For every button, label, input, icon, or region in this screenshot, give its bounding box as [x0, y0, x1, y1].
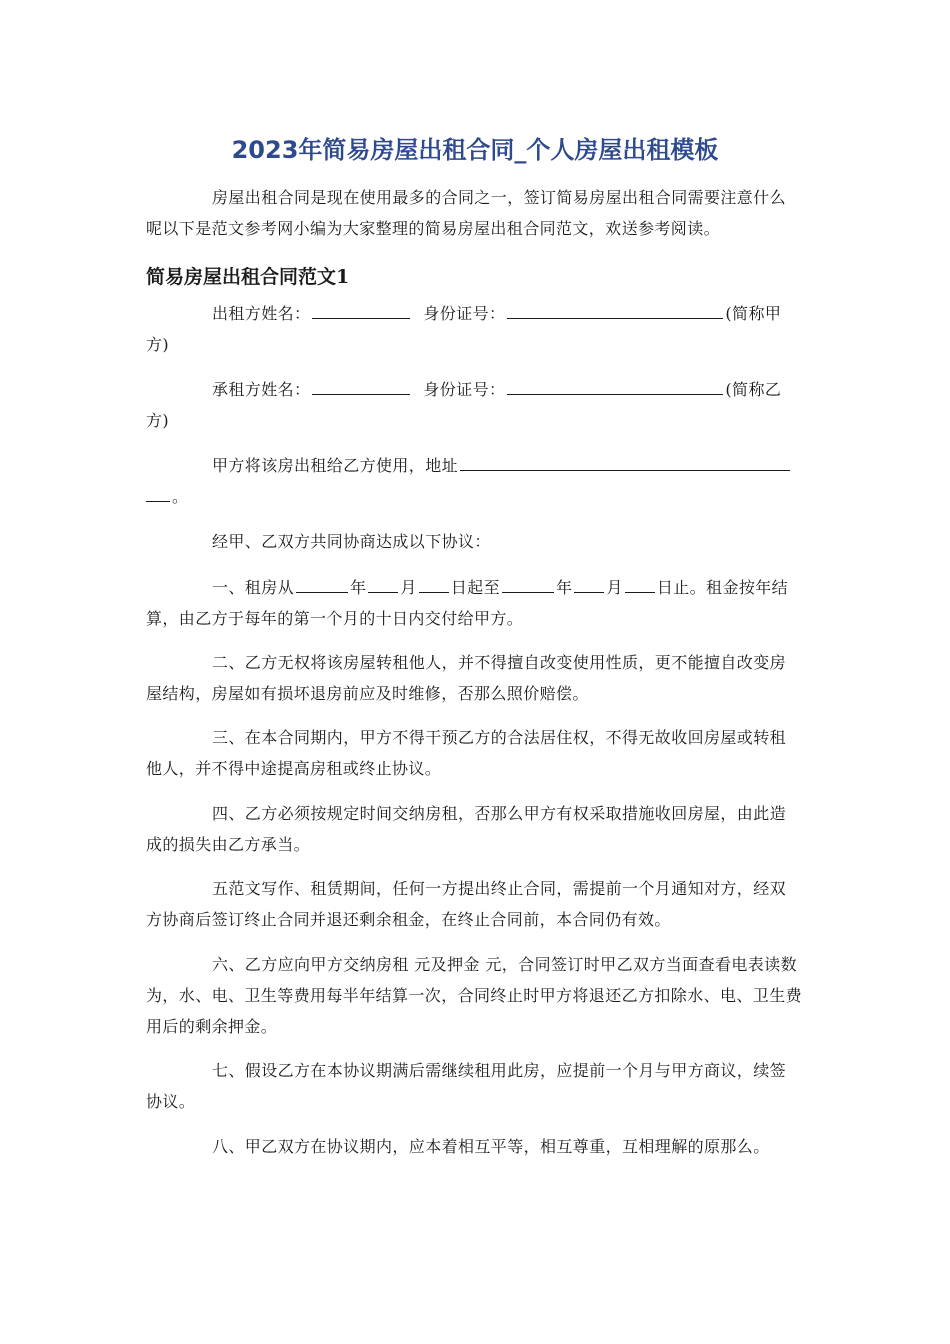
term-end-month-blank [574, 591, 604, 593]
lessee-name-label: 承租方姓名： [212, 380, 311, 399]
clause-6: 六、乙方应向甲方交纳房租 元及押金 元，合同签订时甲乙双方当面查看电表读数为，水、电、卫生等费用每半年结算一次，合同终止时甲方将退还乙方扣除水、电、卫生费用后的剩余押金。 [146, 955, 803, 1036]
term-start-year-blank [296, 591, 348, 593]
clause-7: 七、假设乙方在本协议期满后需继续租用此房，应提前一个月与甲方商议，续签协议。 [146, 1061, 787, 1111]
lessee-name-blank [312, 393, 410, 395]
lessee-id-label: 身份证号： [423, 380, 506, 399]
clause-8: 八、甲乙双方在协议期内，应本着相互平等，相互尊重，互相理解的原那么。 [212, 1137, 770, 1156]
lessor-name-label: 出租方姓名： [212, 304, 311, 323]
lessee-id-blank [507, 393, 723, 395]
lessor-id-label: 身份证号： [423, 304, 506, 323]
term-day-from: 日起至 [450, 578, 501, 597]
clause-5: 五范文写作、租赁期间，任何一方提出终止合同，需提前一个月通知对方，经双方协商后签订终止合同并退还剩余租金，在终止合同前，本合同仍有效。 [146, 879, 787, 929]
clause-4: 四、乙方必须按规定时间交纳房租，否那么甲方有权采取措施收回房屋，由此造成的损失由乙方承当。 [146, 804, 787, 854]
term-year-label: 年 [350, 578, 367, 597]
term-end-year-blank [502, 591, 554, 593]
address-blank-cont [146, 500, 170, 502]
term-year-label-2: 年 [556, 578, 573, 597]
term-start-day-blank [419, 591, 449, 593]
clause-term [146, 572, 802, 634]
address-blank [460, 469, 790, 471]
term-day-to: 日止。租金按年结算，由乙方于每年的第一个月的十日内交付给甲方。 [146, 578, 789, 628]
lessor-line [146, 298, 802, 360]
address-line [146, 450, 802, 512]
term-end-day-blank [625, 591, 655, 593]
clause-2: 二、乙方无权将该房屋转租他人，并不得擅自改变使用性质，更不能擅自改变房屋结构，房屋如有损坏退房前应及时维修，否那么照价赔偿。 [146, 653, 787, 703]
lessee-line [146, 374, 802, 436]
lessor-name-blank [312, 317, 410, 319]
agreement-intro: 经甲、乙双方共同协商达成以下协议： [212, 532, 491, 551]
address-prefix: 甲方将该房出租给乙方使用，地址 [212, 456, 459, 475]
lessor-suffix: (简称甲方) [146, 304, 782, 354]
lessee-suffix: (简称乙方) [146, 380, 782, 430]
term-month-label-2: 月 [606, 578, 623, 597]
section-heading: 简易房屋出租合同范文1 [146, 266, 350, 288]
clause-3: 三、在本合同期内，甲方不得干预乙方的合法居住权，不得无故收回房屋或转租他人，并不得中途提高房租或终止协议。 [146, 728, 787, 778]
lessor-id-blank [507, 317, 723, 319]
term-prefix: 一、租房从 [212, 578, 295, 597]
term-start-month-blank [368, 591, 398, 593]
address-suffix: 。 [172, 487, 189, 506]
intro-paragraph: 房屋出租合同是现在使用最多的合同之一，签订简易房屋出租合同需要注意什么呢以下是范文参考网小编为大家整理的简易房屋出租合同范文，欢送参考阅读。 [146, 188, 787, 238]
term-month-label: 月 [400, 578, 417, 597]
document-title: 2023年简易房屋出租合同_个人房屋出租模板 [231, 136, 719, 164]
